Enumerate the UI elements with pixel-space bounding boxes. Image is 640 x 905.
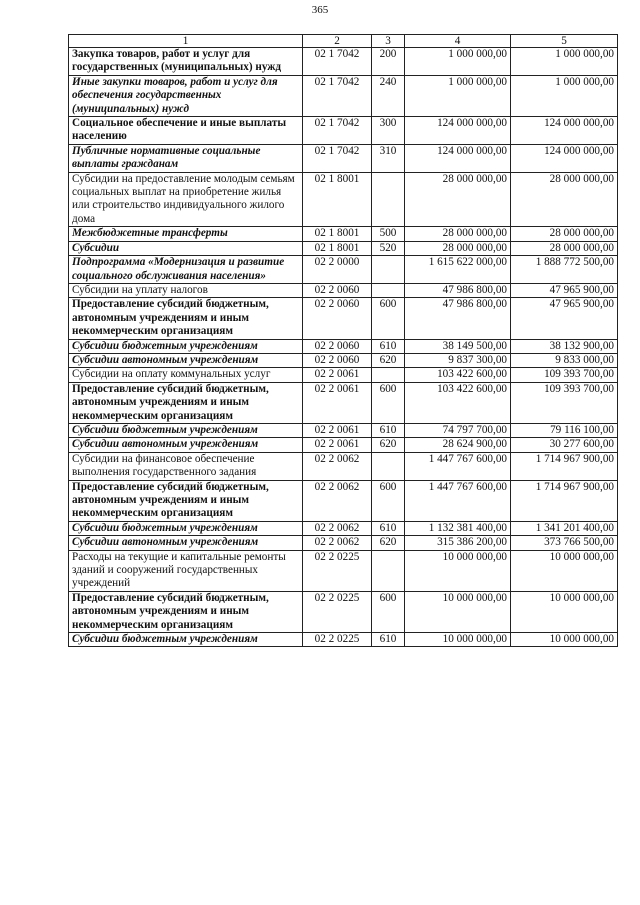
row-amount-col5: 47 965 900,00: [511, 283, 618, 297]
row-amount-col4: 1 615 622 000,00: [405, 256, 511, 284]
row-amount-col4: 315 386 200,00: [405, 536, 511, 550]
table-row: [69, 227, 618, 241]
row-amount-col4: 103 422 600,00: [405, 382, 511, 423]
row-code: 02 2 0225: [303, 591, 372, 632]
table-body: [69, 48, 618, 647]
row-expense-type: [372, 452, 405, 480]
row-amount-col4: 10 000 000,00: [405, 550, 511, 591]
row-code: 02 2 0061: [303, 382, 372, 423]
row-amount-col5: 1 714 967 900,00: [511, 480, 618, 521]
row-name: Субсидии на оплату коммунальных услуг: [69, 368, 303, 382]
row-code: 02 2 0061: [303, 438, 372, 452]
row-amount-col4: 1 000 000,00: [405, 75, 511, 116]
row-expense-type: [372, 172, 405, 227]
row-expense-type: 500: [372, 227, 405, 241]
row-amount-col4: 38 149 500,00: [405, 339, 511, 353]
row-amount-col5: 28 000 000,00: [511, 227, 618, 241]
table-row: [69, 633, 618, 647]
table-row: [69, 353, 618, 367]
row-amount-col4: 1 132 381 400,00: [405, 521, 511, 535]
row-name: Субсидии автономным учреждениям: [69, 353, 303, 367]
row-amount-col5: 1 000 000,00: [511, 48, 618, 76]
table-row: [69, 536, 618, 550]
row-code: 02 2 0061: [303, 368, 372, 382]
header-row: [69, 35, 618, 48]
row-code: 02 2 0062: [303, 521, 372, 535]
row-expense-type: 300: [372, 117, 405, 145]
row-amount-col5: 10 000 000,00: [511, 550, 618, 591]
row-name: Социальное обеспечение и иные выплаты населению: [69, 117, 303, 145]
row-amount-col5: 47 965 900,00: [511, 298, 618, 339]
row-name: Субсидии бюджетным учреждениям: [69, 339, 303, 353]
row-amount-col5: 109 393 700,00: [511, 382, 618, 423]
row-amount-col5: 1 714 967 900,00: [511, 452, 618, 480]
row-amount-col5: 373 766 500,00: [511, 536, 618, 550]
row-name: Предоставление субсидий бюджетным, автономным учреждениям и иным некоммерческим организациям: [69, 298, 303, 339]
row-amount-col4: 1 447 767 600,00: [405, 480, 511, 521]
row-amount-col5: 28 000 000,00: [511, 241, 618, 255]
table-row: [69, 117, 618, 145]
table-row: [69, 368, 618, 382]
row-amount-col4: 28 000 000,00: [405, 241, 511, 255]
row-expense-type: 600: [372, 382, 405, 423]
row-name: Субсидии: [69, 241, 303, 255]
row-name: Предоставление субсидий бюджетным, автономным учреждениям и иным некоммерческим организациям: [69, 591, 303, 632]
row-expense-type: 620: [372, 353, 405, 367]
row-amount-col5: 1 341 201 400,00: [511, 521, 618, 535]
row-code: 02 1 8001: [303, 172, 372, 227]
row-amount-col5: 1 888 772 500,00: [511, 256, 618, 284]
row-amount-col5: 1 000 000,00: [511, 75, 618, 116]
row-amount-col4: 103 422 600,00: [405, 368, 511, 382]
row-code: 02 2 0061: [303, 423, 372, 437]
row-amount-col4: 10 000 000,00: [405, 591, 511, 632]
row-expense-type: 240: [372, 75, 405, 116]
table-row: [69, 550, 618, 591]
row-code: 02 1 8001: [303, 227, 372, 241]
table-row: [69, 298, 618, 339]
row-expense-type: 610: [372, 521, 405, 535]
row-name: Субсидии на уплату налогов: [69, 283, 303, 297]
row-name: Закупка товаров, работ и услуг для государственных (муниципальных) нужд: [69, 48, 303, 76]
row-code: 02 1 7042: [303, 48, 372, 76]
row-name: Субсидии на финансовое обеспечение выполнения государственного задания: [69, 452, 303, 480]
row-amount-col4: 9 837 300,00: [405, 353, 511, 367]
row-expense-type: [372, 368, 405, 382]
header-col-1: 1: [69, 35, 303, 48]
row-amount-col5: 10 000 000,00: [511, 633, 618, 647]
row-expense-type: 600: [372, 298, 405, 339]
row-code: 02 2 0060: [303, 339, 372, 353]
row-amount-col5: 124 000 000,00: [511, 117, 618, 145]
row-amount-col4: 1 447 767 600,00: [405, 452, 511, 480]
table-row: [69, 339, 618, 353]
row-code: 02 2 0060: [303, 298, 372, 339]
row-code: 02 2 0225: [303, 550, 372, 591]
table-row: [69, 382, 618, 423]
row-expense-type: 200: [372, 48, 405, 76]
header-col-5: 5: [511, 35, 618, 48]
table-row: [69, 144, 618, 172]
table-row: [69, 521, 618, 535]
row-name: Субсидии бюджетным учреждениям: [69, 633, 303, 647]
table-row: [69, 75, 618, 116]
row-code: 02 2 0225: [303, 633, 372, 647]
row-code: 02 2 0060: [303, 353, 372, 367]
row-name: Подпрограмма «Модернизация и развитие социального обслуживания населения»: [69, 256, 303, 284]
header-col-3: 3: [372, 35, 405, 48]
row-amount-col5: 38 132 900,00: [511, 339, 618, 353]
row-expense-type: 620: [372, 438, 405, 452]
table-row: [69, 438, 618, 452]
row-amount-col4: 47 986 800,00: [405, 283, 511, 297]
row-code: 02 2 0062: [303, 536, 372, 550]
table-row: [69, 256, 618, 284]
row-code: 02 1 7042: [303, 75, 372, 116]
row-expense-type: [372, 283, 405, 297]
row-expense-type: 520: [372, 241, 405, 255]
table-row: [69, 480, 618, 521]
row-expense-type: 600: [372, 480, 405, 521]
row-amount-col5: 10 000 000,00: [511, 591, 618, 632]
header-col-2: 2: [303, 35, 372, 48]
row-amount-col4: 1 000 000,00: [405, 48, 511, 76]
row-amount-col4: 124 000 000,00: [405, 117, 511, 145]
row-name: Межбюджетные трансферты: [69, 227, 303, 241]
header-col-4: 4: [405, 35, 511, 48]
row-expense-type: [372, 256, 405, 284]
row-expense-type: 610: [372, 339, 405, 353]
row-name: Субсидии на предоставление молодым семьям социальных выплат на приобретение жилья или строительство индивидуального жилого дома: [69, 172, 303, 227]
row-amount-col5: 30 277 600,00: [511, 438, 618, 452]
table-row: [69, 283, 618, 297]
page-number: 365: [311, 4, 329, 16]
row-expense-type: 600: [372, 591, 405, 632]
row-amount-col5: 124 000 000,00: [511, 144, 618, 172]
row-name: Субсидии бюджетным учреждениям: [69, 423, 303, 437]
row-code: 02 2 0000: [303, 256, 372, 284]
row-code: 02 2 0060: [303, 283, 372, 297]
row-amount-col4: 10 000 000,00: [405, 633, 511, 647]
row-name: Расходы на текущие и капитальные ремонты зданий и сооружений государственных учреждений: [69, 550, 303, 591]
row-amount-col5: 79 116 100,00: [511, 423, 618, 437]
row-code: 02 1 8001: [303, 241, 372, 255]
row-code: 02 1 7042: [303, 117, 372, 145]
row-expense-type: [372, 550, 405, 591]
table-row: [69, 48, 618, 76]
row-name: Публичные нормативные социальные выплаты гражданам: [69, 144, 303, 172]
row-amount-col5: 28 000 000,00: [511, 172, 618, 227]
table-row: [69, 423, 618, 437]
row-amount-col5: 109 393 700,00: [511, 368, 618, 382]
row-code: 02 2 0062: [303, 452, 372, 480]
row-amount-col4: 124 000 000,00: [405, 144, 511, 172]
row-name: Предоставление субсидий бюджетным, автономным учреждениям и иным некоммерческим организациям: [69, 382, 303, 423]
row-expense-type: 610: [372, 633, 405, 647]
row-expense-type: 310: [372, 144, 405, 172]
row-amount-col4: 28 624 900,00: [405, 438, 511, 452]
budget-table: [68, 34, 618, 647]
row-name: Предоставление субсидий бюджетным, автономным учреждениям и иным некоммерческим организациям: [69, 480, 303, 521]
row-expense-type: 610: [372, 423, 405, 437]
row-name: Субсидии автономным учреждениям: [69, 438, 303, 452]
row-amount-col4: 28 000 000,00: [405, 227, 511, 241]
row-name: Субсидии бюджетным учреждениям: [69, 521, 303, 535]
table-row: [69, 172, 618, 227]
row-amount-col4: 28 000 000,00: [405, 172, 511, 227]
row-amount-col4: 74 797 700,00: [405, 423, 511, 437]
row-expense-type: 620: [372, 536, 405, 550]
table-row: [69, 452, 618, 480]
row-name: Субсидии автономным учреждениям: [69, 536, 303, 550]
row-code: 02 1 7042: [303, 144, 372, 172]
table-row: [69, 241, 618, 255]
row-code: 02 2 0062: [303, 480, 372, 521]
row-amount-col4: 47 986 800,00: [405, 298, 511, 339]
table-row: [69, 591, 618, 632]
row-amount-col5: 9 833 000,00: [511, 353, 618, 367]
row-name: Иные закупки товаров, работ и услуг для обеспечения государственных (муниципальных) нужд: [69, 75, 303, 116]
